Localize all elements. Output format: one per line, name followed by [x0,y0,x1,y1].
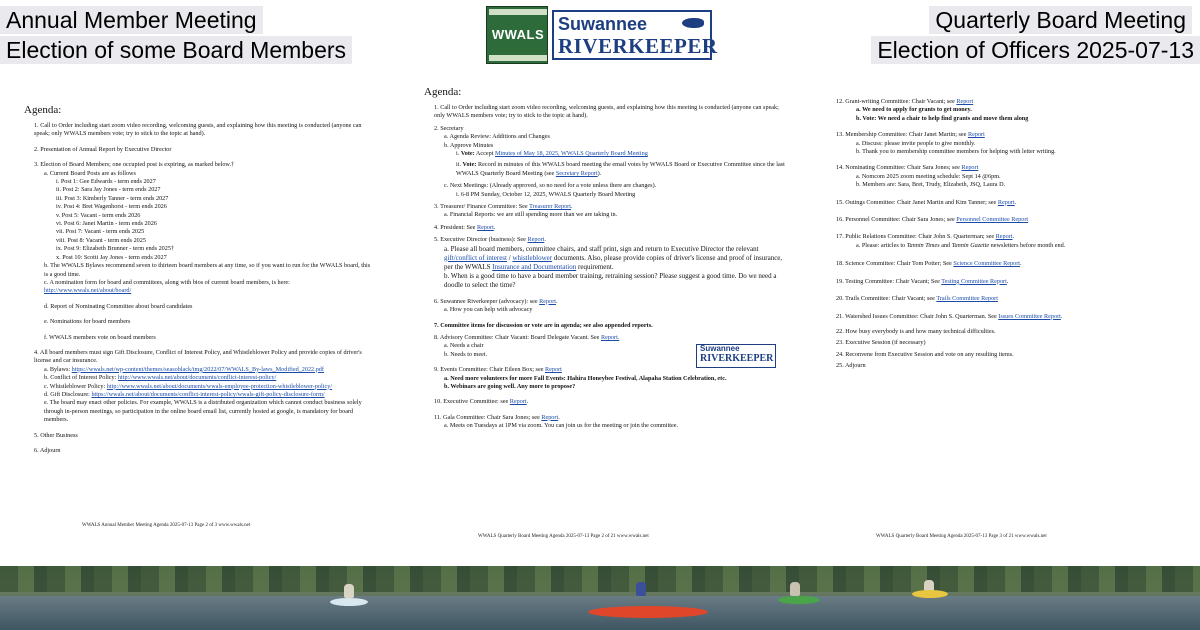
agenda-subitem: c. Next Meetings: (Already approved, so no need for a vote unless there are changes). [444,182,657,190]
text-run: 8. Advisory Committee: Chair Vacant: Board Delegate Vacant. See [434,333,601,341]
text-run: ). [597,169,602,177]
board-post: i. Post 1: Gee Edwards - term ends 2027 [56,178,156,186]
grant-report-link[interactable]: Report [956,98,974,105]
agenda-subitem: f. WWALS members vote on board members [44,333,156,341]
logo-line-2: RIVERKEEPER [700,353,774,364]
gift-conflict-link[interactable]: gift/conflict of interest [444,253,507,262]
text-run: 6. Suwannee Riverkeeper (advocacy): see [434,297,540,305]
text-run: . [1060,312,1063,320]
page-footer: WWALS Annual Member Meeting Agenda 2025-07-13 Page 2 of 3 www.wwals.net [82,523,251,528]
board-post: viii. Post 8: Vacant - term ends 2025 [56,236,146,244]
agenda-item: 1. Call to Order including start zoom video recording, welcoming guests, and explaining how this meeting is conducted (anyone can speak; only WWALS members vote; try to stick to the topic at hand). [34,122,362,138]
board-post: ix. Post 9: Elizabeth Brunner - term ends 2025† [56,245,175,253]
agenda-item: 4. All board members must sign Gift Disclosure, Conflict of Interest Policy, and Whistleblower Policy and provide copies of driver's license and car insurance. [34,348,362,365]
newsletter-name: Tannin Gazette [951,241,990,249]
text-run: Accept [474,150,495,158]
text-run: and [939,241,952,249]
text-run: documents. Also, please provide copies of driver's license and proof of insurance, per the WWALS [444,253,783,271]
text-run: 16. Personnel Committee: Chair Sara Jones; see [836,216,957,224]
agenda-subitem: e. The board may enact other policies. For example, WWALS is a distributed organization which cannot conduct business solely through in-person meetings, so participation in the online board email list, currently hosted at google, is mandatory for board members. [44,399,362,424]
personnel-report-link[interactable]: Personnel Committee Report [956,216,1029,224]
science-report-link[interactable]: Science Committee Report [953,260,1021,268]
agenda-item: 3. Election of Board Members; one occupied post is expiring, as marked below.† [34,161,235,169]
text-run: Record in minutes of this WWALS board meeting the email votes by WWALS Board or Executive Committee since the last WWALS Quarterly Board Meeting (see [456,161,785,177]
page-footer: WWALS Quarterly Board Meeting Agenda 2025-07-13 Page 2 of 21 www.wwals.net [478,534,649,539]
agenda-item: 25. Adjourn [836,362,866,370]
vote-label: Vote: [460,150,475,158]
advisory-report-link[interactable]: Report. [600,333,620,341]
treasurer-report-link[interactable]: Treasurer Report [529,203,571,211]
agenda-item: 1. Call to Order including start zoom video recording, welcoming guests, and explaining how this meeting is conducted (anyone can speak; only WWALS members vote; try to stick to the topic at hand). [434,104,779,120]
secretary-report-link[interactable]: Secretary Report [555,169,598,177]
board-page-link[interactable]: http://www.wwals.net/about/board/ [44,287,132,295]
text-run: 4. President: See [434,223,477,231]
header-logos [486,6,718,64]
text-run: 9. Events Committee: Chair Eileen Box; see [434,366,546,374]
policy-label: b. Conflict of Interest Policy: [44,374,118,382]
board-post: v. Post 5: Vacant - term ends 2026 [56,211,141,219]
tree-line [0,566,1200,592]
board-post: vi. Post 6: Janet Martin - term ends 2026 [56,220,157,228]
insurance-doc-link[interactable]: Insurance and Documentation [492,262,577,271]
policy-label: d. Gift Disclosure: [44,390,92,398]
page-footer: WWALS Quarterly Board Meeting Agenda 2025-07-13 Page 3 of 21 www.wwals.net [876,534,1047,539]
board-post: vii. Post 7: Vacant - term ends 2025 [56,228,145,236]
text-run: newsletters before month end. [989,241,1066,249]
board-post: iv. Post 4: Bret Wagenhorst - term ends 2026 [56,203,167,211]
text-run: 10. Executive Committee: see [434,398,510,406]
river-kayak-photo [0,566,1200,630]
wwals-logo [486,6,548,64]
agenda-item: 24. Reconvene from Executive Session and vote on any resulting items. [836,350,1014,358]
text-run: . [1020,260,1022,268]
agenda-subitem: i. 6-8 PM Sunday, October 12, 2025, WWALS Quarterly Board Meeting [456,190,636,198]
webinars-note: b. Webinars are going well. Any more to propose? [444,382,576,390]
text-run: . [544,236,546,244]
pr-report-link[interactable]: Report [995,233,1013,241]
text-run: 5. Executive Director (business): See [434,236,528,244]
text-run: 13. Membership Committee: Chair Janet Martin; see [836,131,968,139]
grant-note-b: b. Vote: We need a chair to help find grants and move them along [856,114,1029,122]
officer-election-subtitle: Election of Officers 2025-07-13 [871,36,1200,64]
agenda-item: 5. Other Business [34,431,78,439]
agenda-subitem: b. Needs to meet. [444,350,488,358]
board-post: ii. Post 2: Sara Jay Jones - term ends 2027 [56,186,161,194]
agenda-subitem: a. Agenda Review: Additions and Changes [444,133,550,141]
whistleblower-link[interactable]: whistleblower [512,253,553,262]
text-run: 20. Trails Committee: Chair Vacant; see [836,295,937,303]
agenda-item: 2. Secretary [434,124,464,132]
membership-report-link[interactable]: Report [967,131,985,139]
agenda-subitem: e. Nominations for board members [44,318,131,326]
text-run: 14. Nominating Committee: Chair Sara Jones; see [836,164,962,172]
agenda-subitem: a. How you can help with advocacy [444,306,533,314]
text-run: . [1006,277,1009,285]
text-run: . [1012,233,1015,241]
committee-items-note: 7. Committee items for discussion or vote are in agenda; see also appended reports. [434,321,653,329]
paddler-figure [636,582,646,596]
kayak-white [330,598,368,606]
board-post: x. Post 10: Scotti Jay Jones - term ends 2027 [56,253,167,261]
kayak-green [778,596,820,604]
logo-line-1: Suwannee [558,14,648,34]
list-marker: i. [456,150,461,158]
issues-report-link[interactable]: Issues Committee Report [998,312,1061,320]
quarterly-meeting-title: Quarterly Board Meeting [929,6,1192,34]
text-run: 15. Outings Committee: Chair Janet Martin and Kim Tanner; see [836,198,998,206]
text-run: 21. Watershed Issues Committee: Chair John S. Quarterman. See [836,312,999,320]
annual-agenda-page [24,104,374,534]
agenda-item: 23. Executive Session (if necessary) [836,339,926,347]
text-run: 19. Testing Committee: Chair Vacant; See [836,277,942,285]
newsletter-name: Tannin Times [906,241,940,249]
gift-disclosure-link[interactable]: https://wwals.net/about/documents/conflict-interest-policy/wwals-gift-policy-disclosure-form/ [91,390,325,398]
agenda-subitem: a. Needs a chair [444,342,484,350]
agenda-item: 2. Presentation of Annual Report by Executive Director [34,145,172,153]
agenda-subitem: a. Nomcom 2025 zoom meeting schedule: Sept 14 @6pm. [856,172,1001,180]
nominating-report-link[interactable]: Report [961,164,979,172]
kayak-red [588,606,708,618]
executive-committee-report-link[interactable]: Report [509,398,527,406]
text-run: 18. Science Committee: Chair Tom Potter; See [836,260,954,268]
outings-report-link[interactable]: Report [997,198,1015,206]
agenda-item: 22. How busy everybody is and how many technical difficulties. [836,327,996,335]
paddler-figure [790,582,800,596]
agenda-subitem: a. Meets on Tuesdays at 1PM via zoom. You can join us for the meeting or join the committee. [444,422,679,430]
wwals-logo-text: WWALS [491,27,545,42]
agenda-subitem: b. The WWALS Bylaws recommend seven to thirteen board members at any time, so if you want to run for the WWALS board, this is a good time. [44,262,371,278]
list-marker: ii. [456,161,463,169]
text-run: . [526,398,529,406]
events-report-link[interactable]: Report [545,366,562,374]
text-run: a. Please all board members, committee chairs, and staff print, sign and return to Executive Director the relevant [444,244,759,253]
agenda-heading: Agenda: [424,86,462,98]
text-run: . [493,223,496,231]
paddler-figure [344,584,354,598]
board-election-subtitle: Election of some Board Members [0,36,352,64]
grant-note-a: a. We need to apply for grants to get money. [856,106,972,114]
board-post: iii. Post 3: Kimberly Tanner - term ends 2027 [56,194,169,202]
suwannee-riverkeeper-logo [552,10,718,60]
gala-report-link[interactable]: Report [541,413,559,421]
agenda-subitem: a. Current Board Posts are as follows [44,169,136,177]
testing-report-link[interactable]: Testing Committee Report [941,277,1007,285]
agenda-subitem: b. Thank you to membership committee members for helping with letter writing. [856,148,1056,156]
bylaws-link[interactable]: https://wwals.net/wp-content/themes/seasoblack/img/2022/07/WWALS_By-laws_Modified_2022.pdf [71,365,324,373]
text-run: a. Please: articles to [856,241,907,249]
text-run: 3. Treasurer/ Finance Committee: See [434,203,530,211]
text-run: requirement. [576,262,614,271]
text-run: . [558,413,560,421]
vote-label: Vote: [462,161,477,169]
text-run: . [570,203,573,211]
annual-meeting-title: Annual Member Meeting [0,6,263,34]
kayak-yellow [912,590,948,598]
text-run: 12. Grant-writing Committee: Chair Vacant; see [836,98,957,105]
agenda-subitem: c. A nomination form for board and committees, along with bios of current board members, is here: [44,278,290,286]
president-report-link[interactable]: Report [476,223,494,231]
trails-report-link[interactable]: Trails Committee Report [936,295,998,303]
agenda-subitem: d. Report of Nominating Committee about board candidates [44,302,193,310]
events-volunteers-note: a. Need more volunteers for more Fall Events: Hahira Honeybee Festival, Alapaha Station Celebration, etc. [444,374,727,382]
executive-director-report-link[interactable]: Report [527,236,545,244]
logo-line-2: RIVERKEEPER [558,34,718,58]
agenda-subitem: b. When is a good time to have a board member training, retraining session? Please suggest a good time. Do we need a doodle to select the time? [444,271,777,289]
agenda-item: 6. Adjourn [34,447,61,454]
policy-label: c. Whistleblower Policy: [44,382,107,390]
agenda-subitem: b. Approve Minutes [444,141,494,149]
text-run: . [1014,198,1017,206]
whistleblower-policy-link[interactable]: http://www.wwals.net/about/documents/wwals-employee-protection-whistleblower-policy/ [106,382,333,390]
text-run: 17. Public Relations Committee: Chair John S. Quarterman; see [836,233,996,241]
quarterly-agenda-page-2 [424,86,790,546]
riverkeeper-inline-logo [696,344,776,368]
riverkeeper-report-link[interactable]: Report [539,297,556,305]
agenda-subitem: b. Members are: Sara, Bret, Trudy, Elizabeth, JSQ, Laura D. [856,181,1006,189]
agenda-subitem: a. Discuss: please invite people to give monthly. [856,139,976,147]
quarterly-agenda-page-3 [836,98,1176,546]
minutes-link[interactable]: Minutes of May 18, 2025, WWALS Quarterly Board Meeting [494,150,648,158]
text-run: . [555,297,558,305]
text-run: / [506,253,513,262]
agenda-heading: Agenda: [24,104,62,116]
fish-icon [682,18,704,28]
agenda-subitem: a. Financial Reports: we are still spending more than we are taking in. [444,211,618,219]
logo-line-1: Suwannee [700,344,740,353]
policy-label: a. Bylaws: [44,365,72,373]
text-run: 11. Gala Committee: Chair Sara Jones; see [434,413,542,421]
conflict-policy-link[interactable]: http://www.wwals.net/about/documents/conflict-interest-policy/ [117,374,277,382]
